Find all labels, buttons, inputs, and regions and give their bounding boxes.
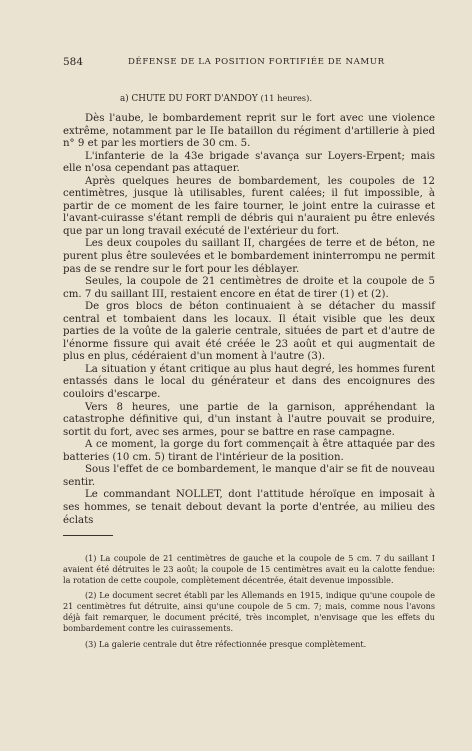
paragraph: Vers 8 heures, une partie de la garnison, appréhendant la catastrophe définitive qui, d'un instant à l'autre pouvait se produire, sortit du fort, avec ses armes, pour se battre en rase campagne. [63,401,435,438]
footnotes [63,553,435,654]
section-time: (11 heures). [260,93,313,103]
page-number: 584 [63,56,84,68]
paragraph: Le commandant NOLLET, dont l'attitude héroïque en imposait à ses hommes, se tenait debout devant la porte d'entrée, au milieu des éclats [63,489,435,526]
footnote: (3) La galerie centrale dut être réfectionnée presque complètement. [85,638,367,649]
paragraph: De gros blocs de béton continuaient à se détacher du massif central et tombaient dans les locaux. Il était visible que les deux parties de la voûte de la galerie centrale, situées de part et d'autre de l'énorme fissure qui avait été créée le 23 août et qui augmentait de plus en plus, cédéraient d'un moment à l'autre (3). [63,301,435,363]
paragraph: L'infanterie de la 43e brigade s'avança sur Loyers-Erpent; mais elle n'osa cependant pas attaquer. [63,150,435,175]
paragraph: La situation y étant critique au plus haut degré, les hommes furent entassés dans le local du générateur et dans des encoignures des couloirs d'escarpe. [63,363,435,401]
paragraph: Sous l'effet de ce bombardement, le manque d'air se fit de nouveau sentir. [63,464,435,488]
footnote-rule [63,535,113,536]
paragraph: A ce moment, la gorge du fort commençait à être attaquée par des batteries (10 cm. 5) tirant de l'intérieur de la position. [63,439,435,463]
running-head: DÉFENSE DE LA POSITION FORTIFIÉE DE NAMUR [128,57,385,67]
footnote: (1) La coupole de 21 centimètres de gauche et la coupole de 5 cm. 7 du saillant I avaient été détruites le 23 août; la coupole de 15 centimètres avait eu la calotte fendue: la rotation de cette coupole, complètement décentrée, était devenue impossible. [63,553,435,585]
paragraph: Seules, la coupole de 21 centimètres de droite et la coupole de 5 cm. 7 du saillant III, restaient encore en état de tirer (1) et (2). [63,276,435,300]
paragraph: Dès l'aube, le bombardement reprit sur le fort avec une violence extrême, notamment par le IIe bataillon du régiment d'artillerie à pied n° 9 et par les mortiers de 30 cm. 5. [63,113,435,150]
section-heading [120,93,312,104]
paragraph: Après quelques heures de bombardement, les coupoles de 12 centimètres, jusque là utilisables, furent calées; il fut impossible, à partir de ce moment de les faire tourner, le joint entre la cuirasse et l'avant-cuirasse s'étant rempli de débris qui n'auraient pu être enlevés que par un long travail exécuté de l'extérieur du fort. [63,175,435,237]
main-text [63,113,435,527]
paragraph: Les deux coupoles du saillant II, chargées de terre et de béton, ne purent plus être soulevées et le bombardement ininterrompu ne permit pas de se rendre sur le fort pour les déblayer. [63,238,435,275]
footnote: (2) Le document secret établi par les Allemands en 1915, indique qu'une coupole de 21 centimètres fut détruite, ainsi qu'une coupole de 5 cm. 7; mais, comme nous l'avons déjà fait remarquer, le document précité, très incomplet, n'envisage que les effets du bombardement contre les cuirassements. [63,590,435,633]
section-label: a) CHUTE DU FORT D'ANDOY [120,94,258,104]
